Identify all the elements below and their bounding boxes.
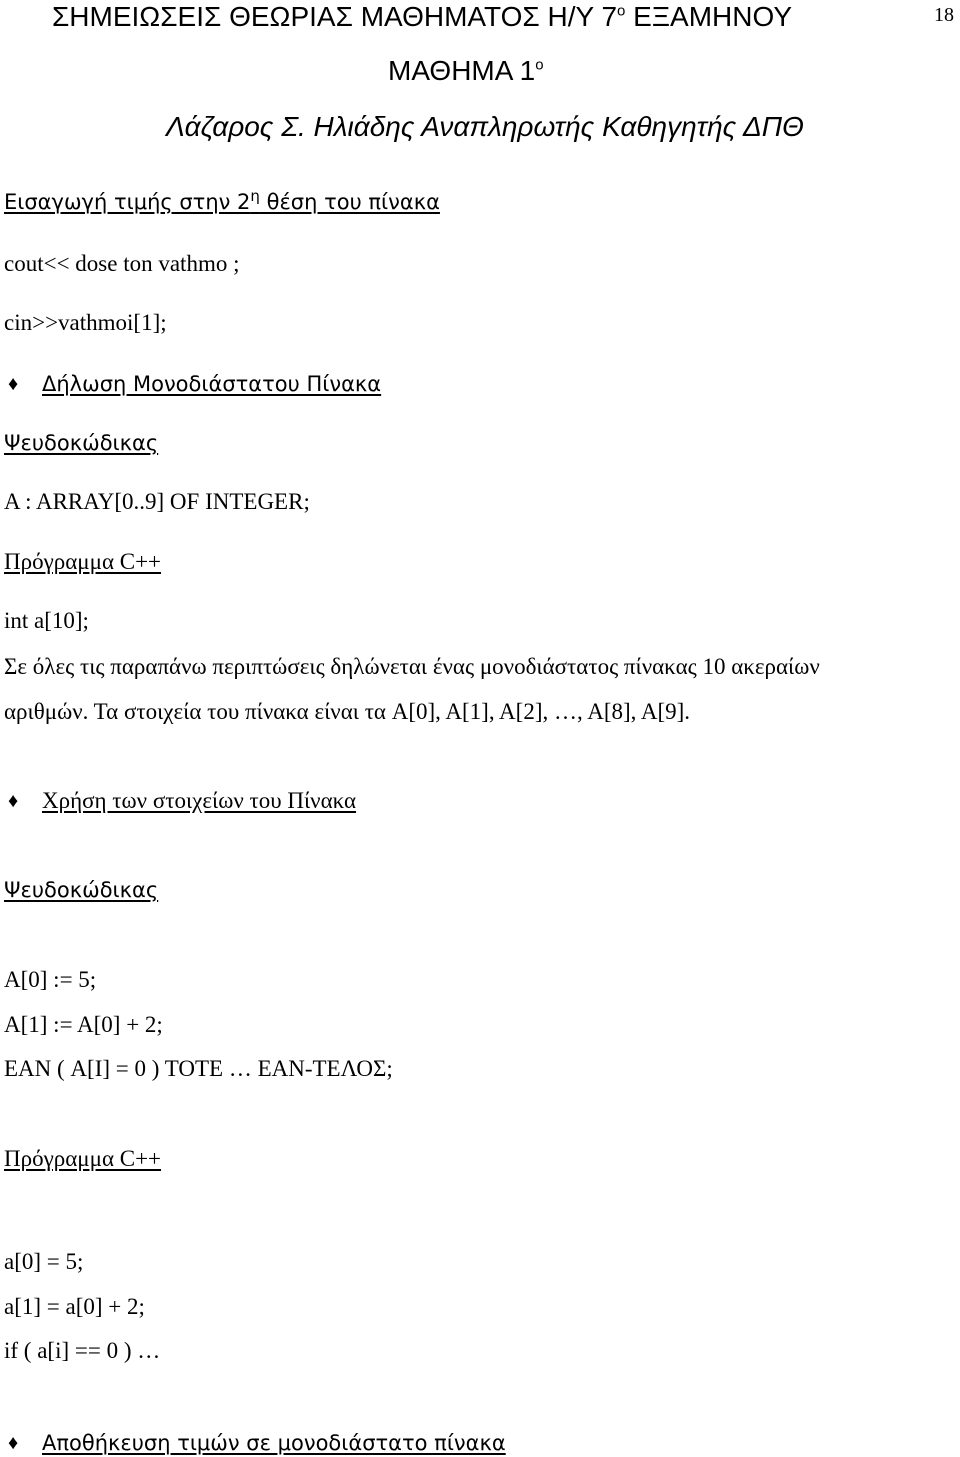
lesson-label: ΜΑΘΗΜΑ 1 — [388, 55, 536, 86]
array-declaration: A : ARRAY[0..9] OF INTEGER; — [4, 489, 310, 514]
insert-heading-part-b: θέση του πίνακα — [259, 190, 440, 214]
storage-heading: Αποθήκευση τιμών σε μονοδιάστατο πίνακα — [42, 1431, 506, 1455]
header-title-superscript: ο — [617, 2, 626, 20]
pseudocode-label: Ψευδοκώδικας — [4, 878, 159, 902]
cpp-label: Πρόγραμμα C++ — [4, 1146, 162, 1171]
cpp-label: Πρόγραμμα C++ — [4, 549, 162, 574]
cout-code-line: cout<< dose ton vathmo ; — [4, 251, 240, 276]
pseudocode-line: A[1] := A[0] + 2; — [4, 1012, 163, 1037]
cpp-code-line: a[0] = 5; — [4, 1249, 84, 1274]
cpp-code-line: a[1] = a[0] + 2; — [4, 1294, 145, 1319]
cin-code-line: cin>>vathmoi[1]; — [4, 310, 167, 335]
diamond-bullet-icon: ♦ — [8, 1432, 19, 1454]
document-header-title — [52, 0, 792, 34]
usage-heading: Χρήση των στοιχείων του Πίνακα — [42, 788, 357, 813]
insert-value-heading — [4, 188, 440, 216]
header-title-suffix: ΕΞΑΜΗΝΟΥ — [625, 1, 793, 32]
lesson-number — [388, 54, 544, 88]
pseudocode-line: A[0] := 5; — [4, 967, 97, 992]
pseudocode-line: ΕΑΝ ( A[I] = 0 ) ΤΟΤΕ … ΕΑΝ-ΤΕΛΟΣ; — [4, 1056, 393, 1081]
page-number: 18 — [934, 4, 954, 26]
paragraph-line-2: αριθμών. Τα στοιχεία του πίνακα είναι τα A[0], A[1], A[2], …, A[8], A[9]. — [4, 699, 691, 724]
lesson-superscript: ο — [535, 56, 544, 74]
int-declaration: int a[10]; — [4, 608, 89, 633]
declaration-heading: Δήλωση Μονοδιάστατου Πίνακα — [42, 372, 382, 396]
insert-heading-part-a: Εισαγωγή τιμής στην 2 — [4, 190, 251, 214]
cpp-code-line: if ( a[i] == 0 ) … — [4, 1338, 161, 1363]
diamond-bullet-icon: ♦ — [8, 790, 19, 812]
diamond-bullet-icon: ♦ — [8, 373, 19, 395]
insert-heading-superscript: η — [250, 187, 260, 205]
paragraph-line-1: Σε όλες τις παραπάνω περιπτώσεις δηλώνεται ένας μονοδιάστατος πίνακας 10 ακεραίων — [4, 654, 820, 679]
pseudocode-label: Ψευδοκώδικας — [4, 431, 159, 455]
author-line: Λάζαρος Σ. Ηλιάδης Αναπληρωτής Καθηγητής ΔΠΘ — [166, 111, 804, 142]
header-title-prefix: ΣΗΜΕΙΩΣΕΙΣ ΘΕΩΡΙΑΣ ΜΑΘΗΜΑΤΟΣ Η/Υ 7 — [52, 1, 618, 32]
